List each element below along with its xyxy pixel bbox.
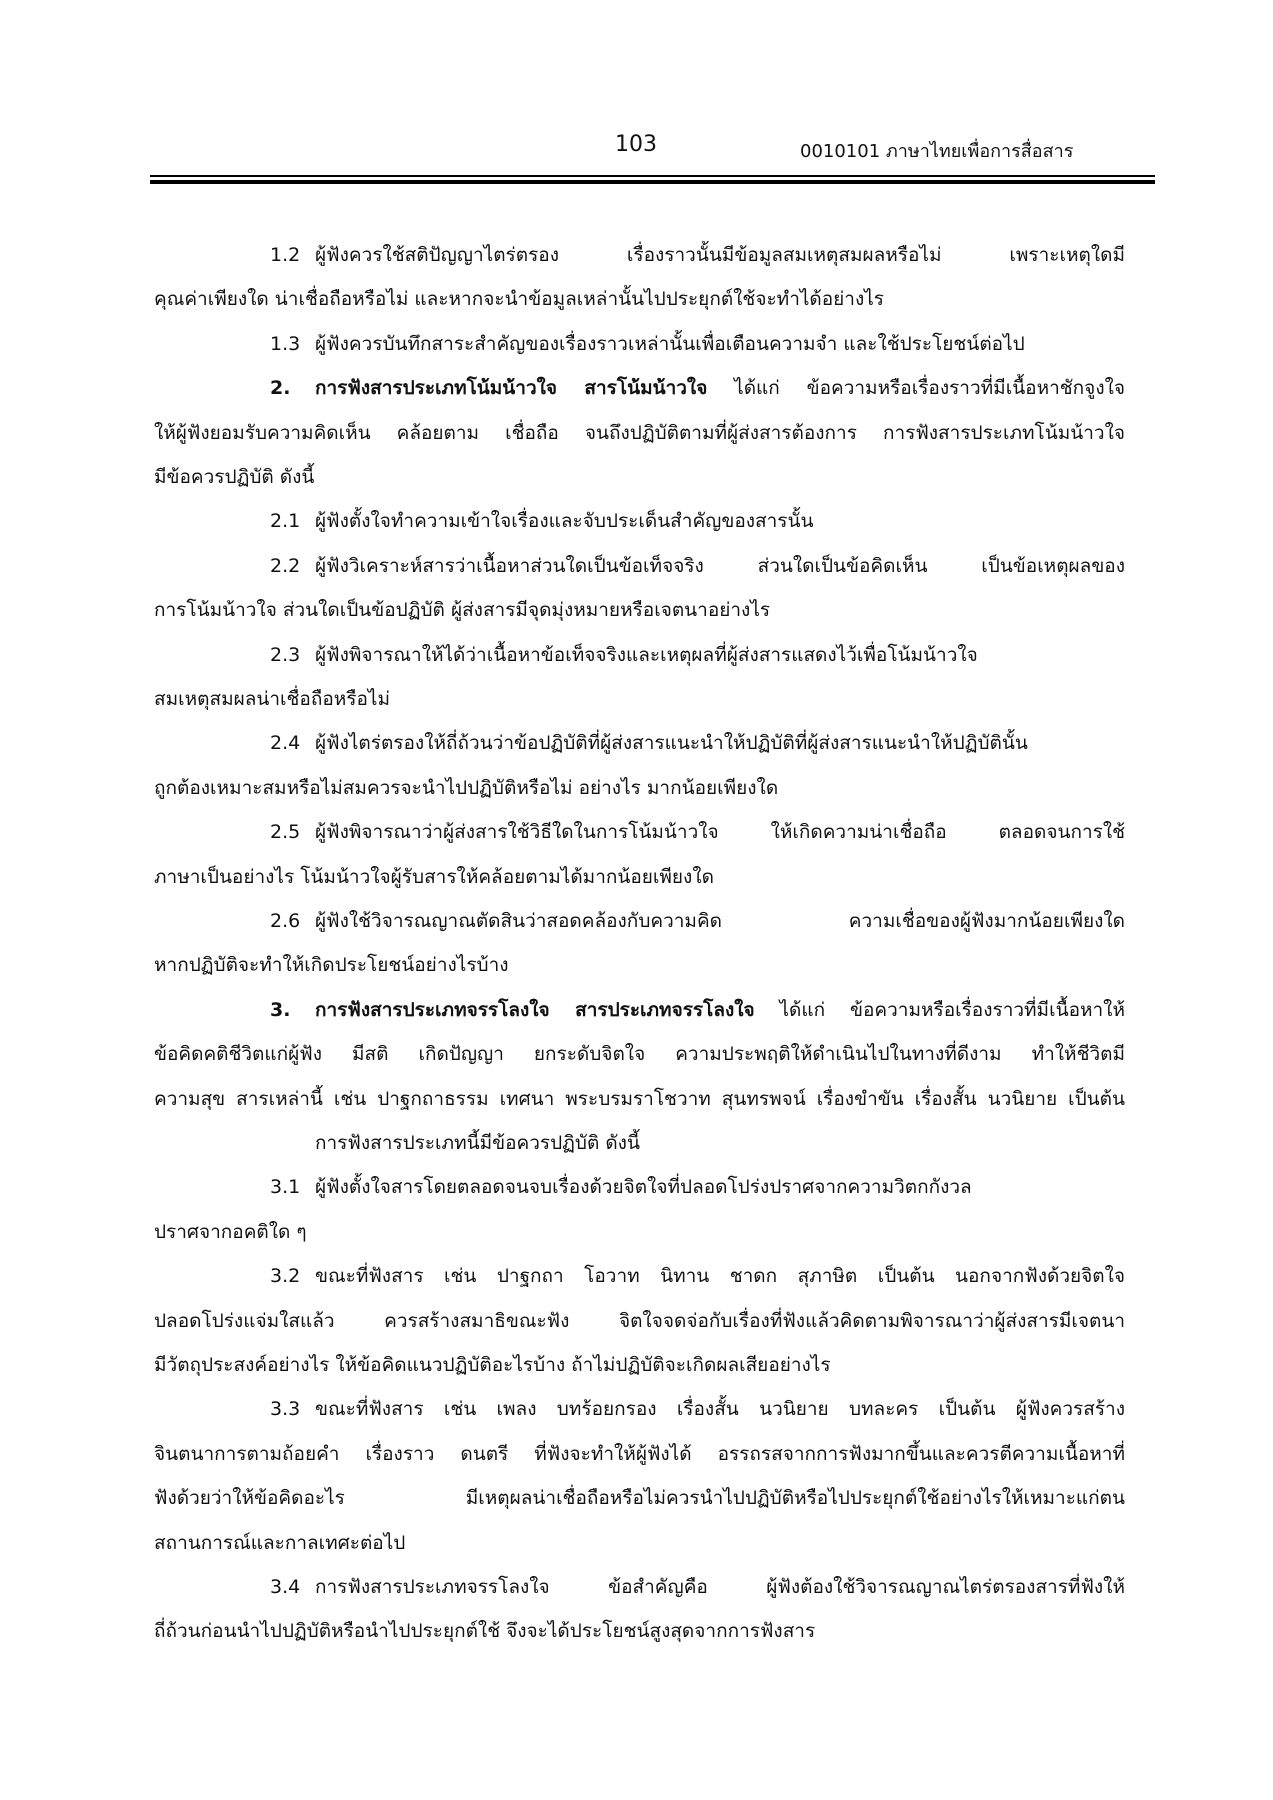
item-line bbox=[315, 1565, 1125, 1609]
item-line bbox=[315, 499, 1125, 543]
item-line bbox=[315, 899, 1125, 943]
item-line bbox=[315, 633, 1125, 677]
text-line: สถานการณ์และกาลเทศะต่อไป bbox=[154, 1532, 406, 1554]
text-line: คุณค่าเพียงใด น่าเชื่อถือหรือไม่ และหากจะนำข้อมูลเหล่านั้นไปประยุกต์ใช้จะทำได้อย่างไร bbox=[154, 288, 885, 310]
line-text: ผู้ฟังไตร่ตรองให้ถี่ถ้วนว่าข้อปฏิบัติที่ผู้ส่งสารแนะนำให้ปฏิบัติที่ผู้ส่งสารแนะนำให้ปฏิบัตินั้น bbox=[315, 732, 1028, 754]
item-line bbox=[315, 1165, 1125, 1209]
item-number: 2.5 bbox=[270, 821, 301, 843]
item-line bbox=[315, 1254, 1125, 1298]
text-line: การโน้มน้าวใจ ส่วนใดเป็นข้อปฏิบัติ ผู้ส่งสารมีจุดมุ่งหมายหรือเจตนาอย่างไร bbox=[154, 599, 771, 621]
line-text: ได้แก่ ข้อความหรือเรื่องราวที่มีเนื้อหาชักจูงใจ bbox=[707, 377, 1126, 399]
section-heading-line bbox=[315, 366, 1125, 410]
line-text: ผู้ฟังควรบันทึกสาระสำคัญของเรื่องราวเหล่านั้นเพื่อเตือนความจำ และใช้ประโยชน์ต่อไป bbox=[315, 333, 1025, 355]
line-text: ผู้ฟังพิจารณาว่าผู้ส่งสารใช้วิธีใดในการโน้มน้าวใจ ให้เกิดความน่าเชื่อถือ ตลอดจนการใช้ bbox=[315, 821, 1125, 843]
item-number: 2.2 bbox=[270, 555, 301, 577]
line-text: ได้แก่ ข้อความหรือเรื่องราวที่มีเนื้อหาให้ bbox=[754, 999, 1125, 1021]
item-line bbox=[315, 544, 1125, 588]
item-number: 2.6 bbox=[270, 910, 301, 932]
text-line: มีวัตถุประสงค์อย่างไร ให้ข้อคิดแนวปฏิบัติอะไรบ้าง ถ้าไม่ปฏิบัติจะเกิดผลเสียอย่างไร bbox=[154, 1354, 831, 1376]
section-heading-line bbox=[315, 988, 1125, 1032]
text-line: ข้อคิดคติชีวิตแก่ผู้ฟัง มีสติ เกิดปัญญา ยกระดับจิตใจ ความประพฤติให้ดำเนินไปในทางที่ดีงาม ทำให้ชีวิตมี bbox=[154, 1043, 1125, 1065]
text-line: ให้ผู้ฟังยอมรับความคิดเห็น คล้อยตาม เชื่อถือ จนถึงปฏิบัติตามที่ผู้ส่งสารต้องการ การฟังสารประเภทโน้มน้าวใจ bbox=[154, 422, 1125, 444]
section-number: 3. bbox=[270, 999, 291, 1021]
section-title: การฟังสารประเภทจรรโลงใจ สารประเภทจรรโลงใจ bbox=[315, 999, 755, 1021]
line-text: ขณะที่ฟังสาร เช่น ปาฐกถา โอวาท นิทาน ชาดก สุภาษิต เป็นต้น นอกจากฟังด้วยจิตใจ bbox=[315, 1265, 1125, 1287]
line-text: ผู้ฟังใช้วิจารณญาณตัดสินว่าสอดคล้องกับความคิด ความเชื่อของผู้ฟังมากน้อยเพียงใด bbox=[315, 910, 1125, 932]
item-number: 2.4 bbox=[270, 732, 301, 754]
item-line bbox=[315, 233, 1125, 277]
section-title: การฟังสารประเภทโน้มน้าวใจ สารโน้มน้าวใจ bbox=[315, 377, 708, 399]
page-number: 103 bbox=[615, 132, 657, 157]
item-number: 3.1 bbox=[270, 1176, 301, 1198]
item-number: 1.2 bbox=[270, 244, 301, 266]
line-text: ผู้ฟังตั้งใจทำความเข้าใจเรื่องและจับประเด็นสำคัญของสารนั้น bbox=[315, 510, 814, 532]
header-rule-thin bbox=[150, 175, 1155, 177]
line-text: ขณะที่ฟังสาร เช่น เพลง บทร้อยกรอง เรื่องสั้น นวนิยาย บทละคร เป็นต้น ผู้ฟังควรสร้าง bbox=[315, 1398, 1125, 1420]
text-line: มีข้อควรปฏิบัติ ดังนี้ bbox=[154, 466, 315, 488]
text-line: ปลอดโปร่งแจ่มใสแล้ว ควรสร้างสมาธิขณะฟัง จิตใจจดจ่อกับเรื่องที่ฟังแล้วคิดตามพิจารณาว่าผู้ส่งสารมีเจตนา bbox=[154, 1310, 1125, 1332]
line-text: การฟังสารประเภทจรรโลงใจ ข้อสำคัญคือ ผู้ฟังต้องใช้วิจารณญาณไตร่ตรองสารที่ฟังให้ bbox=[315, 1576, 1125, 1598]
header-rule-thick bbox=[150, 180, 1155, 184]
text-line: การฟังสารประเภทนี้มีข้อควรปฏิบัติ ดังนี้ bbox=[315, 1132, 640, 1154]
item-number: 2.1 bbox=[270, 510, 301, 532]
text-line: ฟังด้วยว่าให้ข้อคิดอะไร มีเหตุผลน่าเชื่อถือหรือไม่ควรนำไปปฏิบัติหรือไปประยุกต์ใช้อย่างไรให้เหมาะแก่ตน bbox=[154, 1487, 1125, 1509]
line-text: ผู้ฟังตั้งใจสารโดยตลอดจนจบเรื่องด้วยจิตใจที่ปลอดโปร่งปราศจากความวิตกกังวล bbox=[315, 1176, 972, 1198]
item-line bbox=[315, 1387, 1125, 1431]
item-number: 3.4 bbox=[270, 1576, 301, 1598]
item-line bbox=[315, 810, 1125, 854]
item-line bbox=[315, 721, 1125, 765]
text-line: หากปฏิบัติจะทำให้เกิดประโยชน์อย่างไรบ้าง bbox=[154, 954, 509, 976]
line-text: ผู้ฟังพิจารณาให้ได้ว่าเนื้อหาข้อเท็จจริงและเหตุผลที่ผู้ส่งสารแสดงไว้เพื่อโน้มน้าวใจ bbox=[315, 644, 978, 666]
course-title: 0010101 ภาษาไทยเพื่อการสื่อสาร bbox=[800, 141, 1074, 162]
item-number: 3.2 bbox=[270, 1265, 301, 1287]
item-number: 1.3 bbox=[270, 333, 301, 355]
line-text: ผู้ฟังควรใช้สติปัญญาไตร่ตรอง เรื่องราวนั้นมีข้อมูลสมเหตุสมผลหรือไม่ เพราะเหตุใดมี bbox=[315, 244, 1125, 266]
text-line: ความสุข สารเหล่านี้ เช่น ปาฐกถาธรรม เทศนา พระบรมราโชวาท สุนทรพจน์ เรื่องขำขัน เรื่องสั้น นวนิยาย เป็นต้น bbox=[154, 1088, 1125, 1110]
item-number: 3.3 bbox=[270, 1398, 301, 1420]
text-line: สมเหตุสมผลน่าเชื่อถือหรือไม่ bbox=[154, 688, 390, 710]
item-number: 2.3 bbox=[270, 644, 301, 666]
text-line: ภาษาเป็นอย่างไร โน้มน้าวใจผู้รับสารให้คล้อยตามได้มากน้อยเพียงใด bbox=[154, 866, 714, 888]
line-text: ผู้ฟังวิเคราะห์สารว่าเนื้อหาส่วนใดเป็นข้อเท็จจริง ส่วนใดเป็นข้อคิดเห็น เป็นข้อเหตุผลของ bbox=[315, 555, 1125, 577]
text-line: ปราศจากอคติใด ๆ bbox=[154, 1221, 307, 1243]
text-line: จินตนาการตามถ้อยคำ เรื่องราว ดนตรี ที่ฟังจะทำให้ผู้ฟังได้ อรรถรสจากการฟังมากขึ้นและควรตีความเนื้อหาที่ bbox=[154, 1443, 1125, 1465]
text-line: ถี่ถ้วนก่อนนำไปปฏิบัติหรือนำไปประยุกต์ใช้ จึงจะได้ประโยชน์สูงสุดจากการฟังสาร bbox=[154, 1620, 816, 1642]
text-line: ถูกต้องเหมาะสมหรือไม่สมควรจะนำไปปฏิบัติหรือไม่ อย่างไร มากน้อยเพียงใด bbox=[154, 777, 779, 799]
section-number: 2. bbox=[270, 377, 291, 399]
item-line bbox=[315, 322, 1125, 366]
